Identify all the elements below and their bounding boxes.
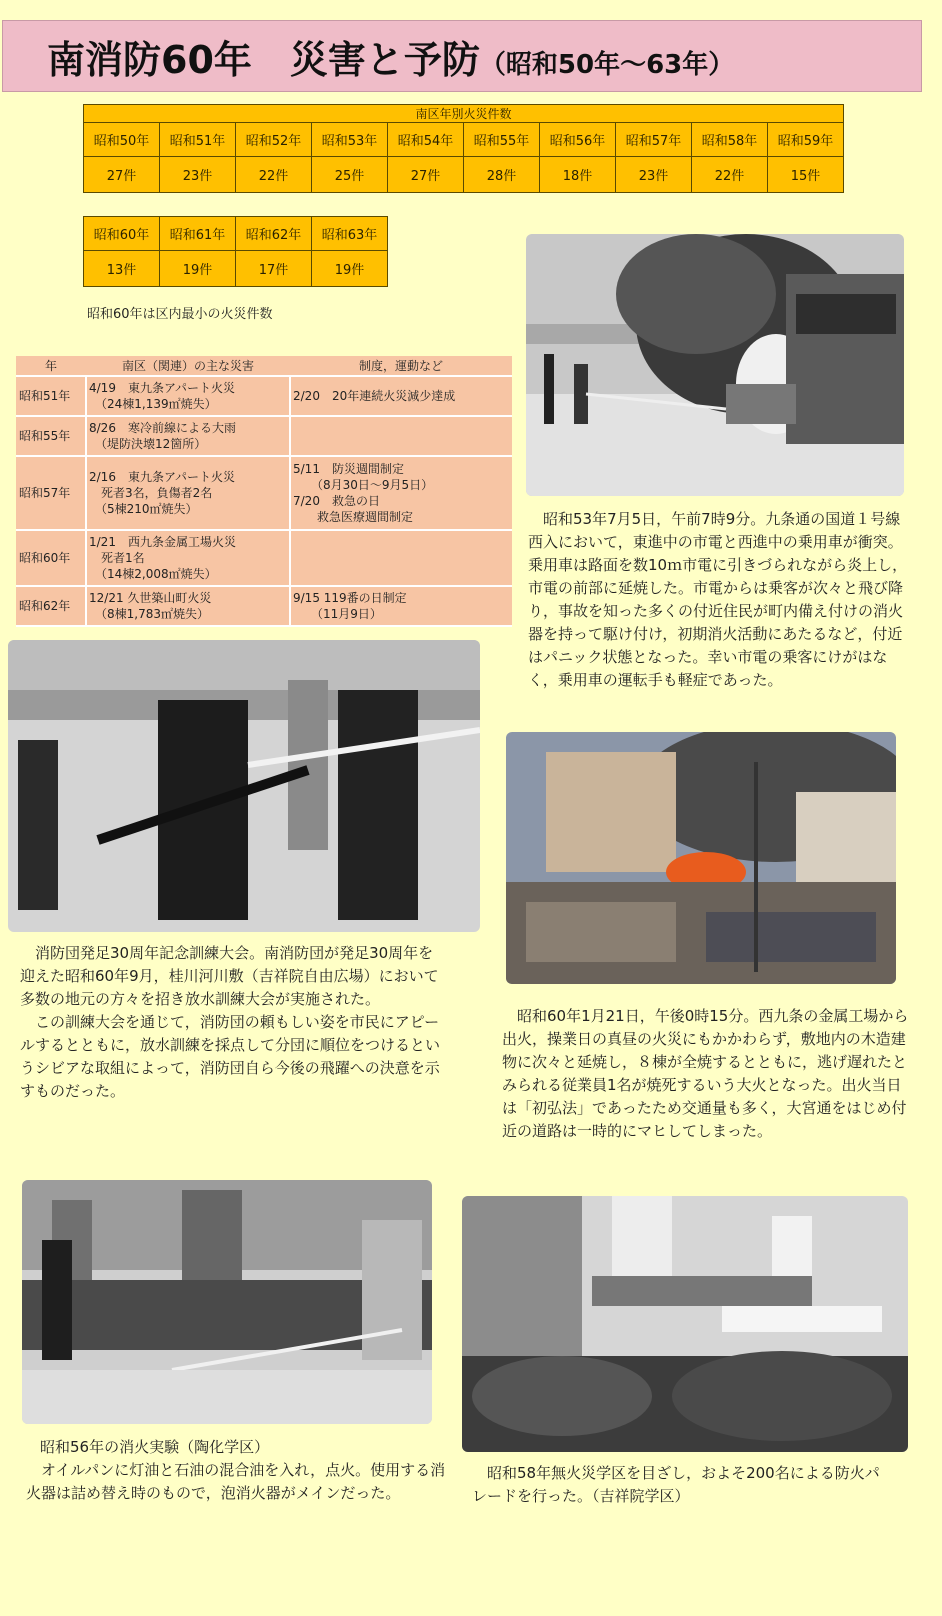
fire-year-cell: 昭和63年 [312, 217, 388, 251]
training-photo [8, 640, 480, 932]
events-system: 9/15 119番の日制定 （11月9日） [290, 586, 512, 626]
training-caption [20, 942, 444, 1103]
fire-year-cell: 昭和53年 [312, 123, 388, 157]
events-system [290, 416, 512, 456]
fire-year-cell: 昭和54年 [388, 123, 464, 157]
fire-count-cell: 27件 [84, 157, 160, 193]
fire-count-cell: 19件 [160, 251, 236, 287]
fire-count-table [83, 104, 844, 193]
fire-count-cell: 22件 [692, 157, 768, 193]
fire-year-cell: 昭和60年 [84, 217, 160, 251]
experiment-photo [22, 1180, 432, 1424]
events-year: 昭和57年 [16, 456, 86, 530]
page-title [47, 29, 734, 84]
tram-fire-photo [526, 234, 904, 496]
fire-year-cell: 昭和61年 [160, 217, 236, 251]
fire-year-cell: 昭和62年 [236, 217, 312, 251]
fire-count-note: 昭和60年は区内最小の火災件数 [87, 307, 273, 322]
training-caption-text-2: この訓練大会を通じて，消防団の頼もしい姿を市民にアピールするとともに，放水訓練を採点して分団に順位をつけるというシビアな取組によって，消防団自ら今後の飛躍への決意を示すものだった。 [20, 1013, 441, 1100]
tram-fire-caption [528, 508, 912, 692]
parade-caption-text: 昭和58年無火災学区を目ざし，およそ200名による防火パレードを行った。（吉祥院学区） [472, 1464, 880, 1505]
experiment-caption-text: オイルパンに灯油と石油の混合油を入れ，点火。使用する消火器は詰め替え時のもので，泡消火器がメインだった。 [26, 1461, 446, 1502]
fire-count-cell: 27件 [388, 157, 464, 193]
events-disaster: 2/16 東九条アパート火災 死者3名，負傷者2名 （5棟210㎡焼失） [86, 456, 290, 530]
fire-count-caption: 南区年別火災件数 [84, 105, 844, 123]
factory-fire-caption-text: 昭和60年1月21日，午後0時15分。西九条の金属工場から出火，操業日の真昼の火災にもかかわらず，敷地内の木造建物に次々と延焼し，８棟が全焼するとともに，逃げ遅れたとみられる従業員1名が焼死するいう大火となった。出火当日は「初弘法」であったため交通量も多く，大宮通をはじめ付近の道路は一時的にマヒしてしまった。 [502, 1007, 909, 1140]
fire-count-cell: 18件 [540, 157, 616, 193]
events-system: 2/20 20年連続火災減少達成 [290, 376, 512, 416]
fire-year-cell: 昭和57年 [616, 123, 692, 157]
fire-year-cell: 昭和56年 [540, 123, 616, 157]
page-title-main: 南消防60年 災害と予防 [47, 38, 480, 82]
fire-count-cell: 17件 [236, 251, 312, 287]
events-year: 昭和62年 [16, 586, 86, 626]
events-system [290, 530, 512, 586]
fire-count-cell: 23件 [160, 157, 236, 193]
factory-fire-photo [506, 732, 896, 984]
fire-year-cell: 昭和52年 [236, 123, 312, 157]
experiment-caption-title: 昭和56年の消火実験（陶化学区） [40, 1438, 270, 1456]
events-header-disaster: 南区（関連）の主な災害 [86, 356, 290, 376]
tram-fire-caption-text: 昭和53年7月5日，午前7時9分。九条通の国道１号線西入において，東進中の市電と西進中の乗用車が衝突。乗用車は路面を数10ｍ市電に引きづられながら炎上し，市電の前部に延焼した。市電からは乗客が次々と飛び降り，事故を知った多くの付近住民が町内備え付けの消火器を持って駆け付け，初期消火活動にあたるなど，付近はパニック状態となった。幸い市電の乗客にけがはなく，乗用車の運転手も軽症であった。 [528, 510, 908, 689]
events-year: 昭和60年 [16, 530, 86, 586]
factory-fire-caption [502, 1005, 912, 1143]
fire-count-cell: 28件 [464, 157, 540, 193]
events-year: 昭和51年 [16, 376, 86, 416]
fire-count-cell: 19件 [312, 251, 388, 287]
fire-count-cell: 22件 [236, 157, 312, 193]
title-bar [2, 20, 922, 92]
training-caption-text-1: 消防団発足30周年記念訓練大会。南消防団が発足30周年を迎えた昭和60年9月，桂川河川敷（吉祥院自由広場）において多数の地元の方々を招き放水訓練大会が実施された。 [20, 944, 439, 1008]
events-disaster: 1/21 西九条金属工場火災 死者1名 （14棟2,008㎡焼失） [86, 530, 290, 586]
events-system: 5/11 防災週間制定 （8月30日〜9月5日） 7/20 救急の日 救急医療週間制定 [290, 456, 512, 530]
parade-caption [472, 1462, 882, 1508]
fire-year-cell: 昭和51年 [160, 123, 236, 157]
fire-year-cell: 昭和55年 [464, 123, 540, 157]
experiment-caption [26, 1436, 446, 1505]
fire-count-cell: 23件 [616, 157, 692, 193]
fire-count-cell: 13件 [84, 251, 160, 287]
page-title-sub: （昭和50年〜63年） [479, 50, 735, 80]
fire-year-cell: 昭和50年 [84, 123, 160, 157]
fire-count-cell: 15件 [768, 157, 844, 193]
events-year: 昭和55年 [16, 416, 86, 456]
events-disaster: 12/21 久世築山町火災 （8棟1,783㎡焼失） [86, 586, 290, 626]
events-disaster: 4/19 東九条アパート火災 （24棟1,139㎡焼失） [86, 376, 290, 416]
fire-count-table-2 [83, 216, 388, 287]
parade-photo [462, 1196, 908, 1452]
events-table [16, 356, 512, 627]
fire-year-cell: 昭和59年 [768, 123, 844, 157]
fire-year-cell: 昭和58年 [692, 123, 768, 157]
events-disaster: 8/26 寒冷前線による大雨 （堤防決壊12箇所） [86, 416, 290, 456]
events-header-year: 年 [16, 356, 86, 376]
events-header-system: 制度，運動など [290, 356, 512, 376]
fire-count-cell: 25件 [312, 157, 388, 193]
